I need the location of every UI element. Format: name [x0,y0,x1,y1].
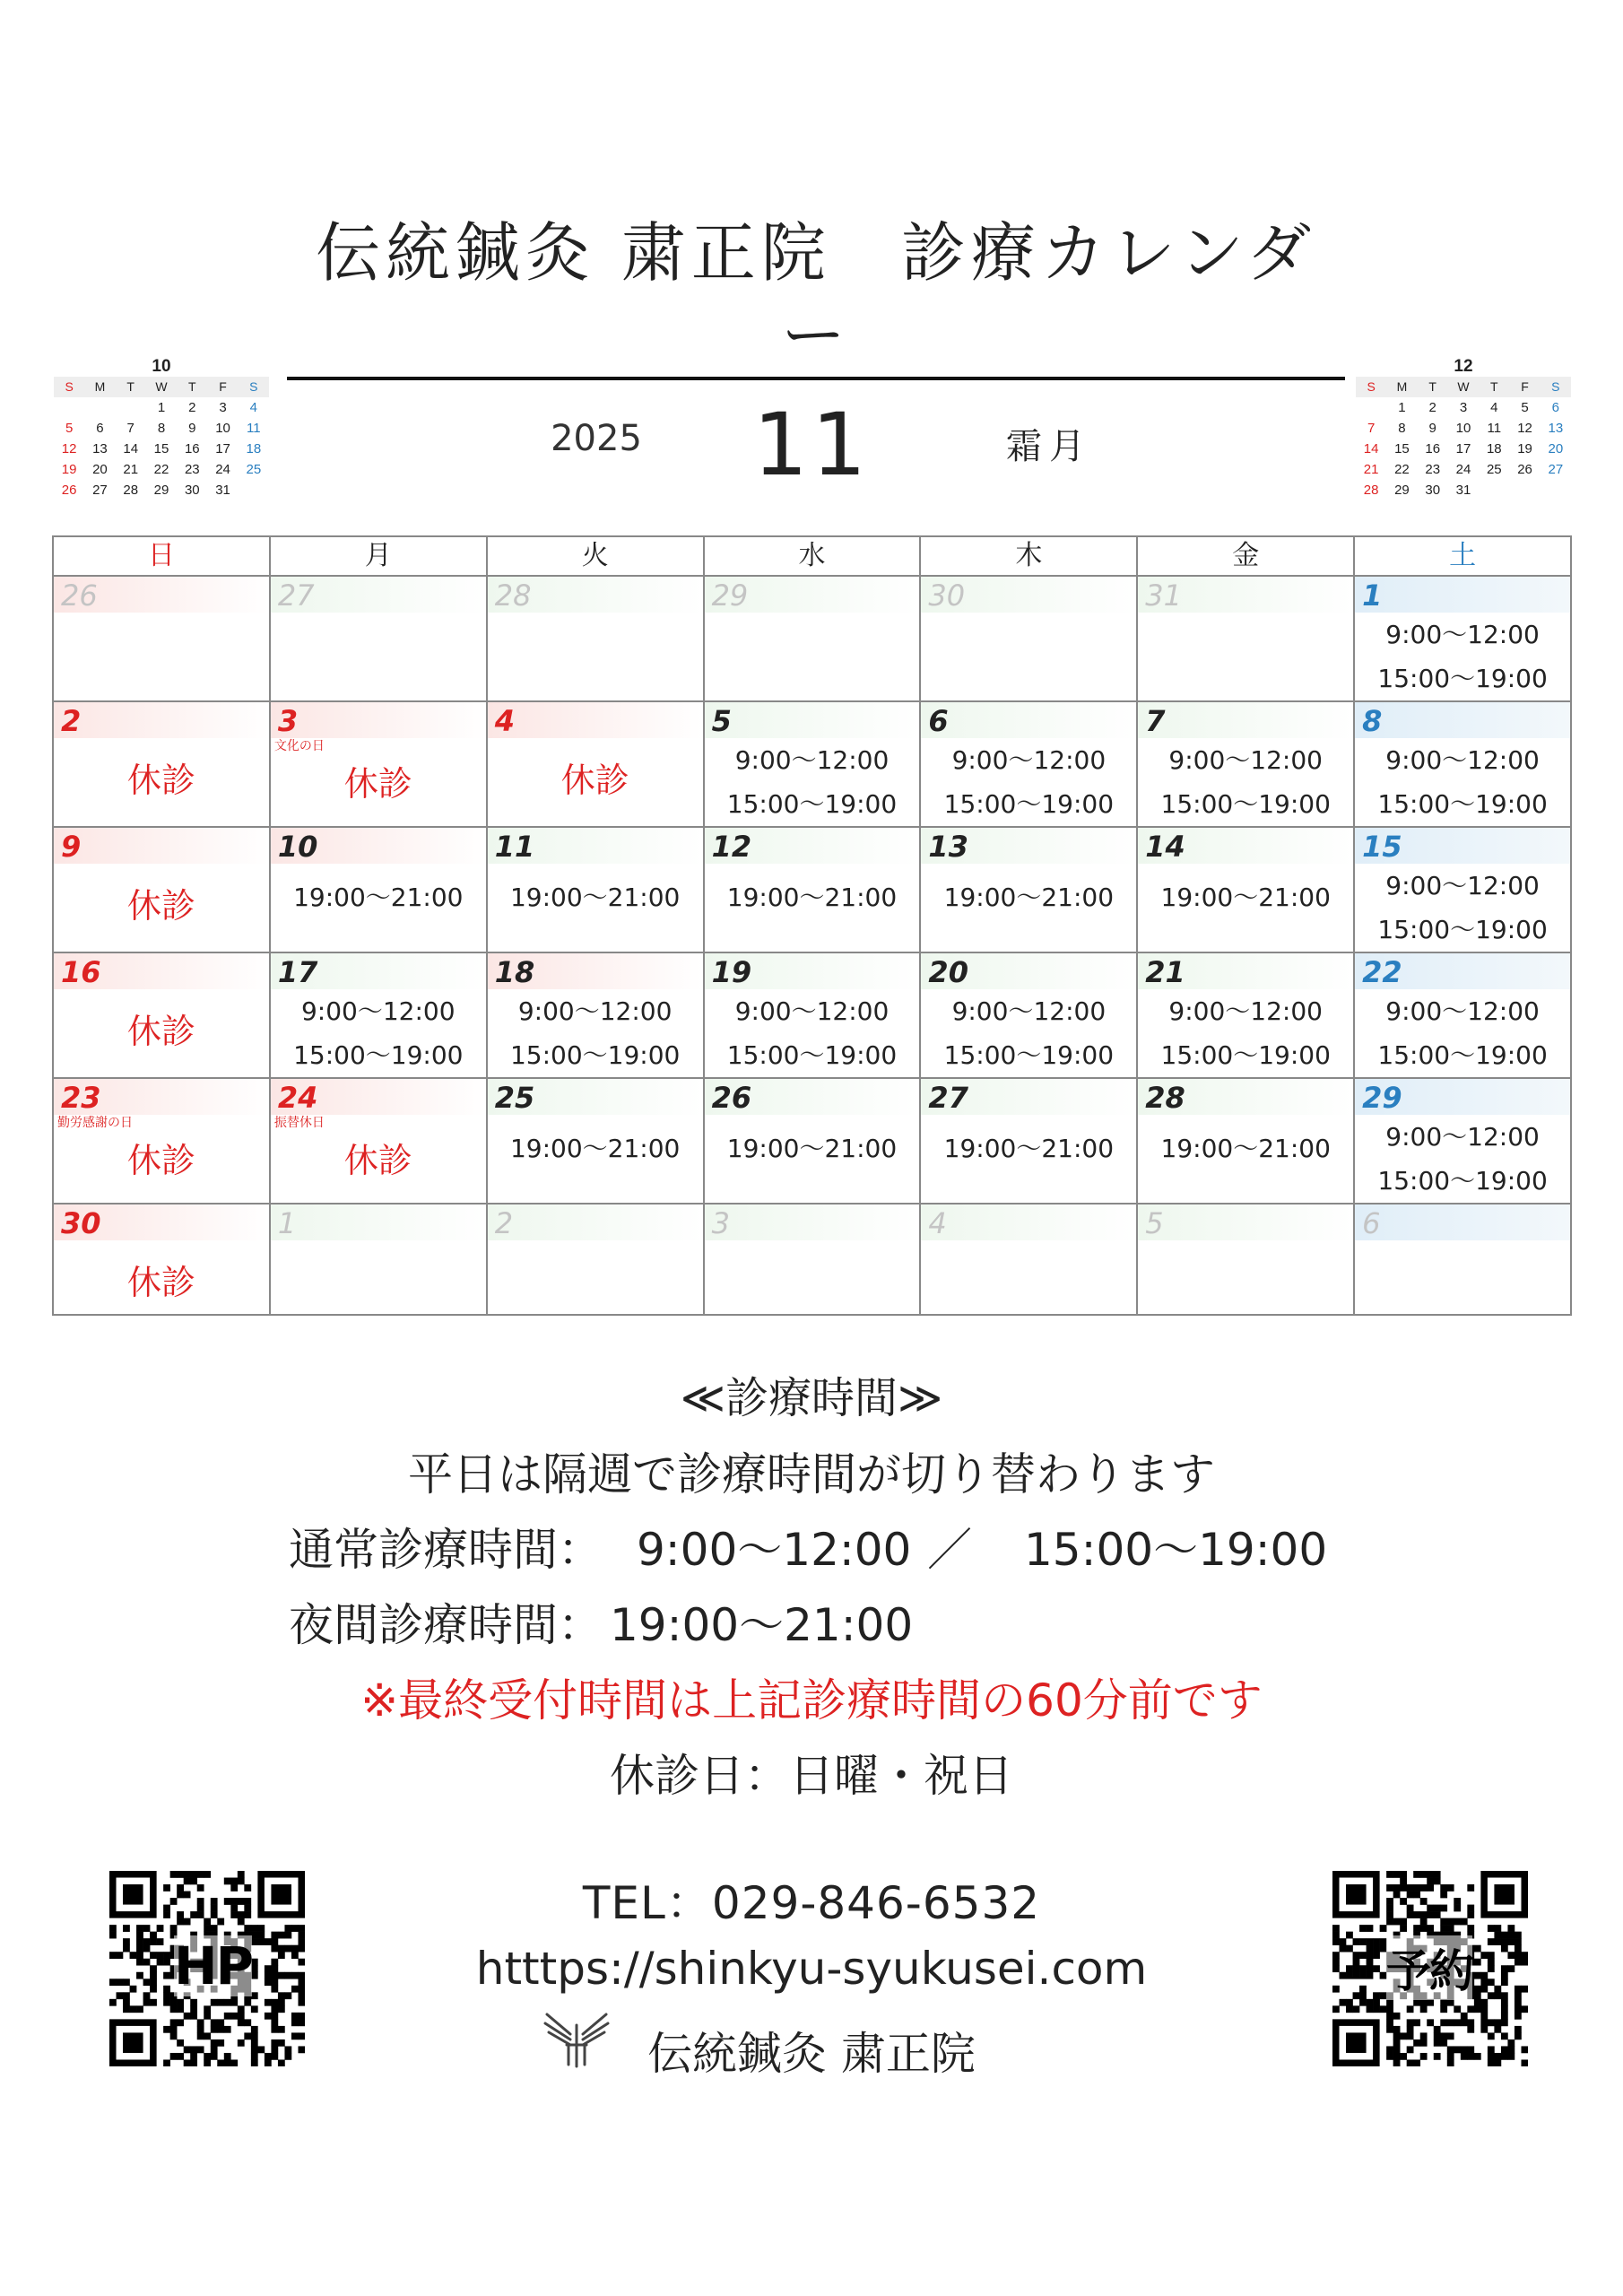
mini-week-row [54,397,269,418]
mini-day: 2 [1428,400,1436,415]
phone-number: TEL：029-846-6532 [582,1877,1041,1929]
closed-label: 休診 [343,1141,412,1180]
mini-day: 18 [246,441,262,457]
calendar-day-cell [54,577,271,702]
mini-weekday: T [188,379,196,394]
mini-day: 29 [1394,483,1410,498]
calendar-day-cell [271,702,488,828]
mini-day [1356,397,1386,418]
calendar-day-cell [54,953,271,1079]
day-number: 16 [54,953,269,989]
day-number: 18 [488,953,703,989]
next-month-mini-calendar [1356,357,1571,500]
mini-day: 21 [123,462,139,477]
calendar-day-cell [271,1205,488,1316]
hours-slot: 9:00～12:00 [734,745,890,775]
day-number: 24 [271,1079,486,1115]
day-number: 19 [705,953,920,989]
day-number: 13 [921,828,1136,864]
day-number: 3 [271,702,486,738]
holiday-name: 振替休日 [273,1116,325,1130]
mini-day: 3 [219,400,227,415]
day-number: 23 [54,1079,269,1115]
mini-day: 19 [1517,441,1532,457]
hours-slot: 15:00～19:00 [726,1040,898,1070]
calendar-day-cell [1355,577,1572,702]
calendar-day-cell [705,577,922,702]
website-qr-code[interactable] [109,1871,305,2066]
mini-day: 22 [153,462,169,477]
day-number: 30 [921,577,1136,613]
day-number: 9 [54,828,269,864]
mini-day: 21 [1363,462,1379,477]
calendar-grid [52,535,1572,1316]
mini-day: 24 [1455,462,1471,477]
regular-hours-label: 通常診療時間： [289,1524,603,1576]
day-number: 2 [54,702,269,738]
closed-label: 休診 [126,1141,195,1180]
hours-slot: 9:00～12:00 [1385,620,1540,649]
prev-month-label: 10 [152,357,171,376]
calendar-day-cell [1138,577,1355,702]
day-number: 31 [1138,577,1353,613]
mini-day: 12 [1517,421,1532,436]
year-label: 2025 [551,418,642,459]
calendar-day-cell [921,702,1138,828]
mini-weekday: S [65,379,74,394]
hours-slot: 9:00～12:00 [517,996,673,1026]
calendar-day-cell [705,828,922,953]
alternating-note: 平日は隔週で診療時間が切り替わります [408,1448,1215,1500]
weekday-header: 金 [1138,537,1355,577]
mini-day: 14 [1363,441,1379,457]
day-number: 22 [1355,953,1570,989]
day-number: 1 [271,1205,486,1240]
mini-day: 30 [184,483,200,498]
hours-slot: 9:00～12:00 [300,996,456,1026]
mini-day [84,397,115,418]
calendar-day-cell [921,1205,1138,1316]
closed-label: 休診 [126,1012,195,1051]
calendar-day-cell [488,1079,705,1205]
mini-day: 11 [247,421,261,436]
mini-day: 15 [153,441,169,457]
hours-heading: ≪診療時間≫ [680,1373,943,1423]
calendar-day-cell [1355,828,1572,953]
day-number: 6 [921,702,1136,738]
mini-day [116,397,146,418]
mini-day: 20 [1548,441,1564,457]
last-reception-note: ※最終受付時間は上記診療時間の60分前です [360,1674,1263,1726]
mini-day: 26 [61,483,77,498]
mini-day: 27 [1548,462,1564,477]
hours-slot: 15:00～19:00 [1377,789,1548,819]
day-number: 30 [54,1205,269,1240]
calendar-day-cell [488,828,705,953]
mini-day: 10 [1455,421,1471,436]
day-number: 4 [921,1205,1136,1240]
day-number: 3 [705,1205,920,1240]
day-number: 8 [1355,702,1570,738]
night-hours: 19:00～21:00 [610,1599,914,1651]
calendar-day-cell [705,1079,922,1205]
day-number: 17 [271,953,486,989]
hours-slot: 9:00～12:00 [1168,996,1323,1026]
calendar-day-cell [271,577,488,702]
hours-slot: 15:00～19:00 [1160,1040,1331,1070]
night-hours-slot: 19:00～21:00 [726,1134,898,1163]
calendar-day-cell [1138,702,1355,828]
mini-weekday: T [126,379,135,394]
mini-weekday: W [1457,379,1470,394]
weekday-header: 月 [271,537,488,577]
mini-day: 25 [246,462,262,477]
day-number: 2 [488,1205,703,1240]
calendar-day-cell [488,1205,705,1316]
mini-day: 14 [123,441,139,457]
mini-day: 25 [1486,462,1502,477]
night-hours-slot: 19:00～21:00 [509,1134,681,1163]
day-number: 28 [1138,1079,1353,1115]
hours-slot: 9:00～12:00 [1385,996,1540,1026]
mini-weekday: F [219,379,227,394]
mini-day: 13 [1548,421,1564,436]
calendar-day-cell [488,702,705,828]
mini-weekday: S [1367,379,1376,394]
night-hours-slot: 19:00～21:00 [1160,883,1331,912]
day-number: 5 [705,702,920,738]
day-number: 15 [1355,828,1570,864]
mini-day: 29 [153,483,169,498]
day-number: 12 [705,828,920,864]
day-number: 25 [488,1079,703,1115]
mini-day: 8 [157,421,166,436]
mini-day: 13 [92,441,108,457]
mini-day: 31 [1455,483,1471,498]
night-hours-slot: 19:00～21:00 [1160,1134,1331,1163]
day-number: 14 [1138,828,1353,864]
clinic-logo-icon [543,2005,610,2070]
weekday-header: 火 [488,537,705,577]
mini-day: 16 [1425,441,1441,457]
hours-slot: 9:00～12:00 [1385,1122,1540,1152]
mini-day: 9 [188,421,196,436]
mini-weekday: T [1428,379,1436,394]
regular-hours-am: 9:00～12:00 [637,1524,912,1576]
night-hours-slot: 19:00～21:00 [943,1134,1115,1163]
holiday-name: 勤労感謝の日 [57,1116,133,1130]
closed-days: 休診日：日曜・祝日 [610,1750,1013,1802]
hours-slot: 15:00～19:00 [509,1040,681,1070]
calendar-day-cell [1355,702,1572,828]
calendar-day-cell [271,828,488,953]
reservation-qr-code[interactable] [1332,1871,1528,2066]
mini-day: 2 [188,400,196,415]
mini-day: 11 [1487,421,1502,436]
hours-slot: 15:00～19:00 [1377,1040,1548,1070]
calendar-day-cell [54,1205,271,1316]
calendar-day-cell [921,953,1138,1079]
qr-hp-label: HP [174,1935,253,1996]
mini-day: 15 [1394,441,1410,457]
calendar-day-cell [921,577,1138,702]
mini-week-row [54,418,269,439]
mini-day: 27 [92,483,108,498]
mini-day: 17 [215,441,230,457]
mini-weekday: M [1396,379,1408,394]
closed-label: 休診 [126,1263,195,1302]
mini-day: 3 [1459,400,1468,415]
day-number: 29 [705,577,920,613]
calendar-day-cell [921,1079,1138,1205]
calendar-day-cell [54,1079,271,1205]
calendar-day-cell [271,953,488,1079]
calendar-day-cell [1138,1079,1355,1205]
hours-slot: 9:00～12:00 [1168,745,1323,775]
mini-weekday: F [1521,379,1529,394]
night-hours-label: 夜間診療時間： [289,1599,603,1651]
hours-slot: 15:00～19:00 [726,789,898,819]
hours-slot: 15:00～19:00 [1377,915,1548,944]
night-hours-slot: 19:00～21:00 [509,883,681,912]
mini-day [1479,480,1509,500]
calendar-day-cell [1355,1205,1572,1316]
hours-slot: 9:00～12:00 [951,745,1107,775]
calendar-day-cell [1138,953,1355,1079]
mini-day: 5 [1521,400,1529,415]
mini-day: 12 [61,441,77,457]
mini-day: 31 [215,483,230,498]
calendar-day-cell [705,702,922,828]
closed-label: 休診 [126,886,195,926]
closed-label: 休診 [343,764,412,804]
mini-day: 6 [96,421,104,436]
mini-week-row [54,459,269,480]
hours-slot: 15:00～19:00 [1160,789,1331,819]
calendar-day-cell [705,953,922,1079]
mini-day: 23 [1425,462,1441,477]
hours-slot: 9:00～12:00 [1385,871,1540,900]
day-number: 4 [488,702,703,738]
weekday-header: 日 [54,537,271,577]
mini-weekday: M [94,379,106,394]
day-number: 26 [54,577,269,613]
night-hours-slot: 19:00～21:00 [943,883,1115,912]
mini-week-row [1356,439,1571,459]
mini-day: 28 [123,483,139,498]
mini-day: 19 [61,462,77,477]
mini-day: 20 [92,462,108,477]
calendar-day-cell [1138,1205,1355,1316]
day-number: 1 [1355,577,1570,613]
day-number: 11 [488,828,703,864]
mini-day: 22 [1394,462,1410,477]
mini-day [54,397,84,418]
calendar-day-cell [488,953,705,1079]
mini-week-row [1356,418,1571,439]
closed-label: 休診 [560,761,629,800]
day-number: 20 [921,953,1136,989]
mini-day: 24 [215,462,230,477]
day-number: 7 [1138,702,1353,738]
mini-week-row [1356,480,1571,500]
prev-month-mini-calendar [54,357,269,500]
calendar-day-cell [705,1205,922,1316]
hours-slot: 9:00～12:00 [951,996,1107,1026]
calendar-day-cell [54,828,271,953]
weekday-header: 土 [1355,537,1572,577]
day-number: 6 [1355,1205,1570,1240]
day-number: 28 [488,577,703,613]
mini-day: 17 [1455,441,1471,457]
mini-day: 10 [215,421,230,436]
calendar-day-cell [1138,828,1355,953]
mini-weekday: S [1551,379,1560,394]
mini-day: 23 [184,462,200,477]
mini-day [1509,480,1540,500]
mini-day: 30 [1425,483,1441,498]
hours-slot: 9:00～12:00 [734,996,890,1026]
calendar-day-cell [271,1079,488,1205]
month-old-name: 霜月 [1006,426,1092,467]
mini-weekday: W [155,379,168,394]
regular-hours-pm: 15:00～19:00 [1024,1524,1328,1576]
mini-weekday: T [1490,379,1498,394]
mini-week-row [1356,397,1571,418]
day-number: 5 [1138,1205,1353,1240]
day-number: 10 [271,828,486,864]
hours-slot: 15:00～19:00 [943,789,1115,819]
calendar-day-cell [921,828,1138,953]
weekday-header: 木 [921,537,1138,577]
hours-slot: 15:00～19:00 [1377,1166,1548,1196]
mini-day: 1 [157,400,166,415]
mini-day: 7 [126,421,135,436]
calendar-day-cell [1355,1079,1572,1205]
closed-label: 休診 [126,761,195,800]
month-number: 11 [752,395,871,495]
clinic-name: 伝統鍼灸 粛正院 [647,2028,976,2080]
page-title: 伝統鍼灸 粛正院 診療カレンダー [287,212,1345,380]
day-number: 21 [1138,953,1353,989]
mini-day: 7 [1367,421,1376,436]
mini-day: 6 [1551,400,1560,415]
mini-day: 28 [1363,483,1379,498]
mini-week-row [1356,459,1571,480]
mini-day [239,480,269,500]
mini-day: 18 [1486,441,1502,457]
next-month-label: 12 [1454,357,1473,376]
mini-day: 9 [1428,421,1436,436]
mini-weekday: S [249,379,258,394]
mini-day: 4 [249,400,258,415]
website-url[interactable]: htttps://shinkyu-syukusei.com [475,1943,1148,1995]
mini-day [1541,480,1571,500]
day-number: 27 [921,1079,1136,1115]
regular-hours-separator: ／ [927,1524,972,1576]
mini-week-row [54,480,269,500]
mini-day: 16 [184,441,200,457]
hours-slot: 15:00～19:00 [293,1040,464,1070]
calendar-day-cell [488,577,705,702]
hours-slot: 9:00～12:00 [1385,745,1540,775]
hours-slot: 15:00～19:00 [1377,664,1548,693]
mini-day: 8 [1398,421,1406,436]
calendar-day-cell [54,702,271,828]
night-hours-slot: 19:00～21:00 [293,883,464,912]
mini-day: 5 [65,421,74,436]
night-hours-slot: 19:00～21:00 [726,883,898,912]
day-number: 29 [1355,1079,1570,1115]
hours-slot: 15:00～19:00 [943,1040,1115,1070]
weekday-header: 水 [705,537,922,577]
mini-day: 1 [1398,400,1406,415]
holiday-name: 文化の日 [273,739,325,753]
qr-reservation-label: 予約 [1386,1935,1472,2000]
mini-week-row [54,439,269,459]
calendar-day-cell [1355,953,1572,1079]
mini-day: 4 [1490,400,1498,415]
day-number: 27 [271,577,486,613]
mini-day: 26 [1517,462,1532,477]
day-number: 26 [705,1079,920,1115]
